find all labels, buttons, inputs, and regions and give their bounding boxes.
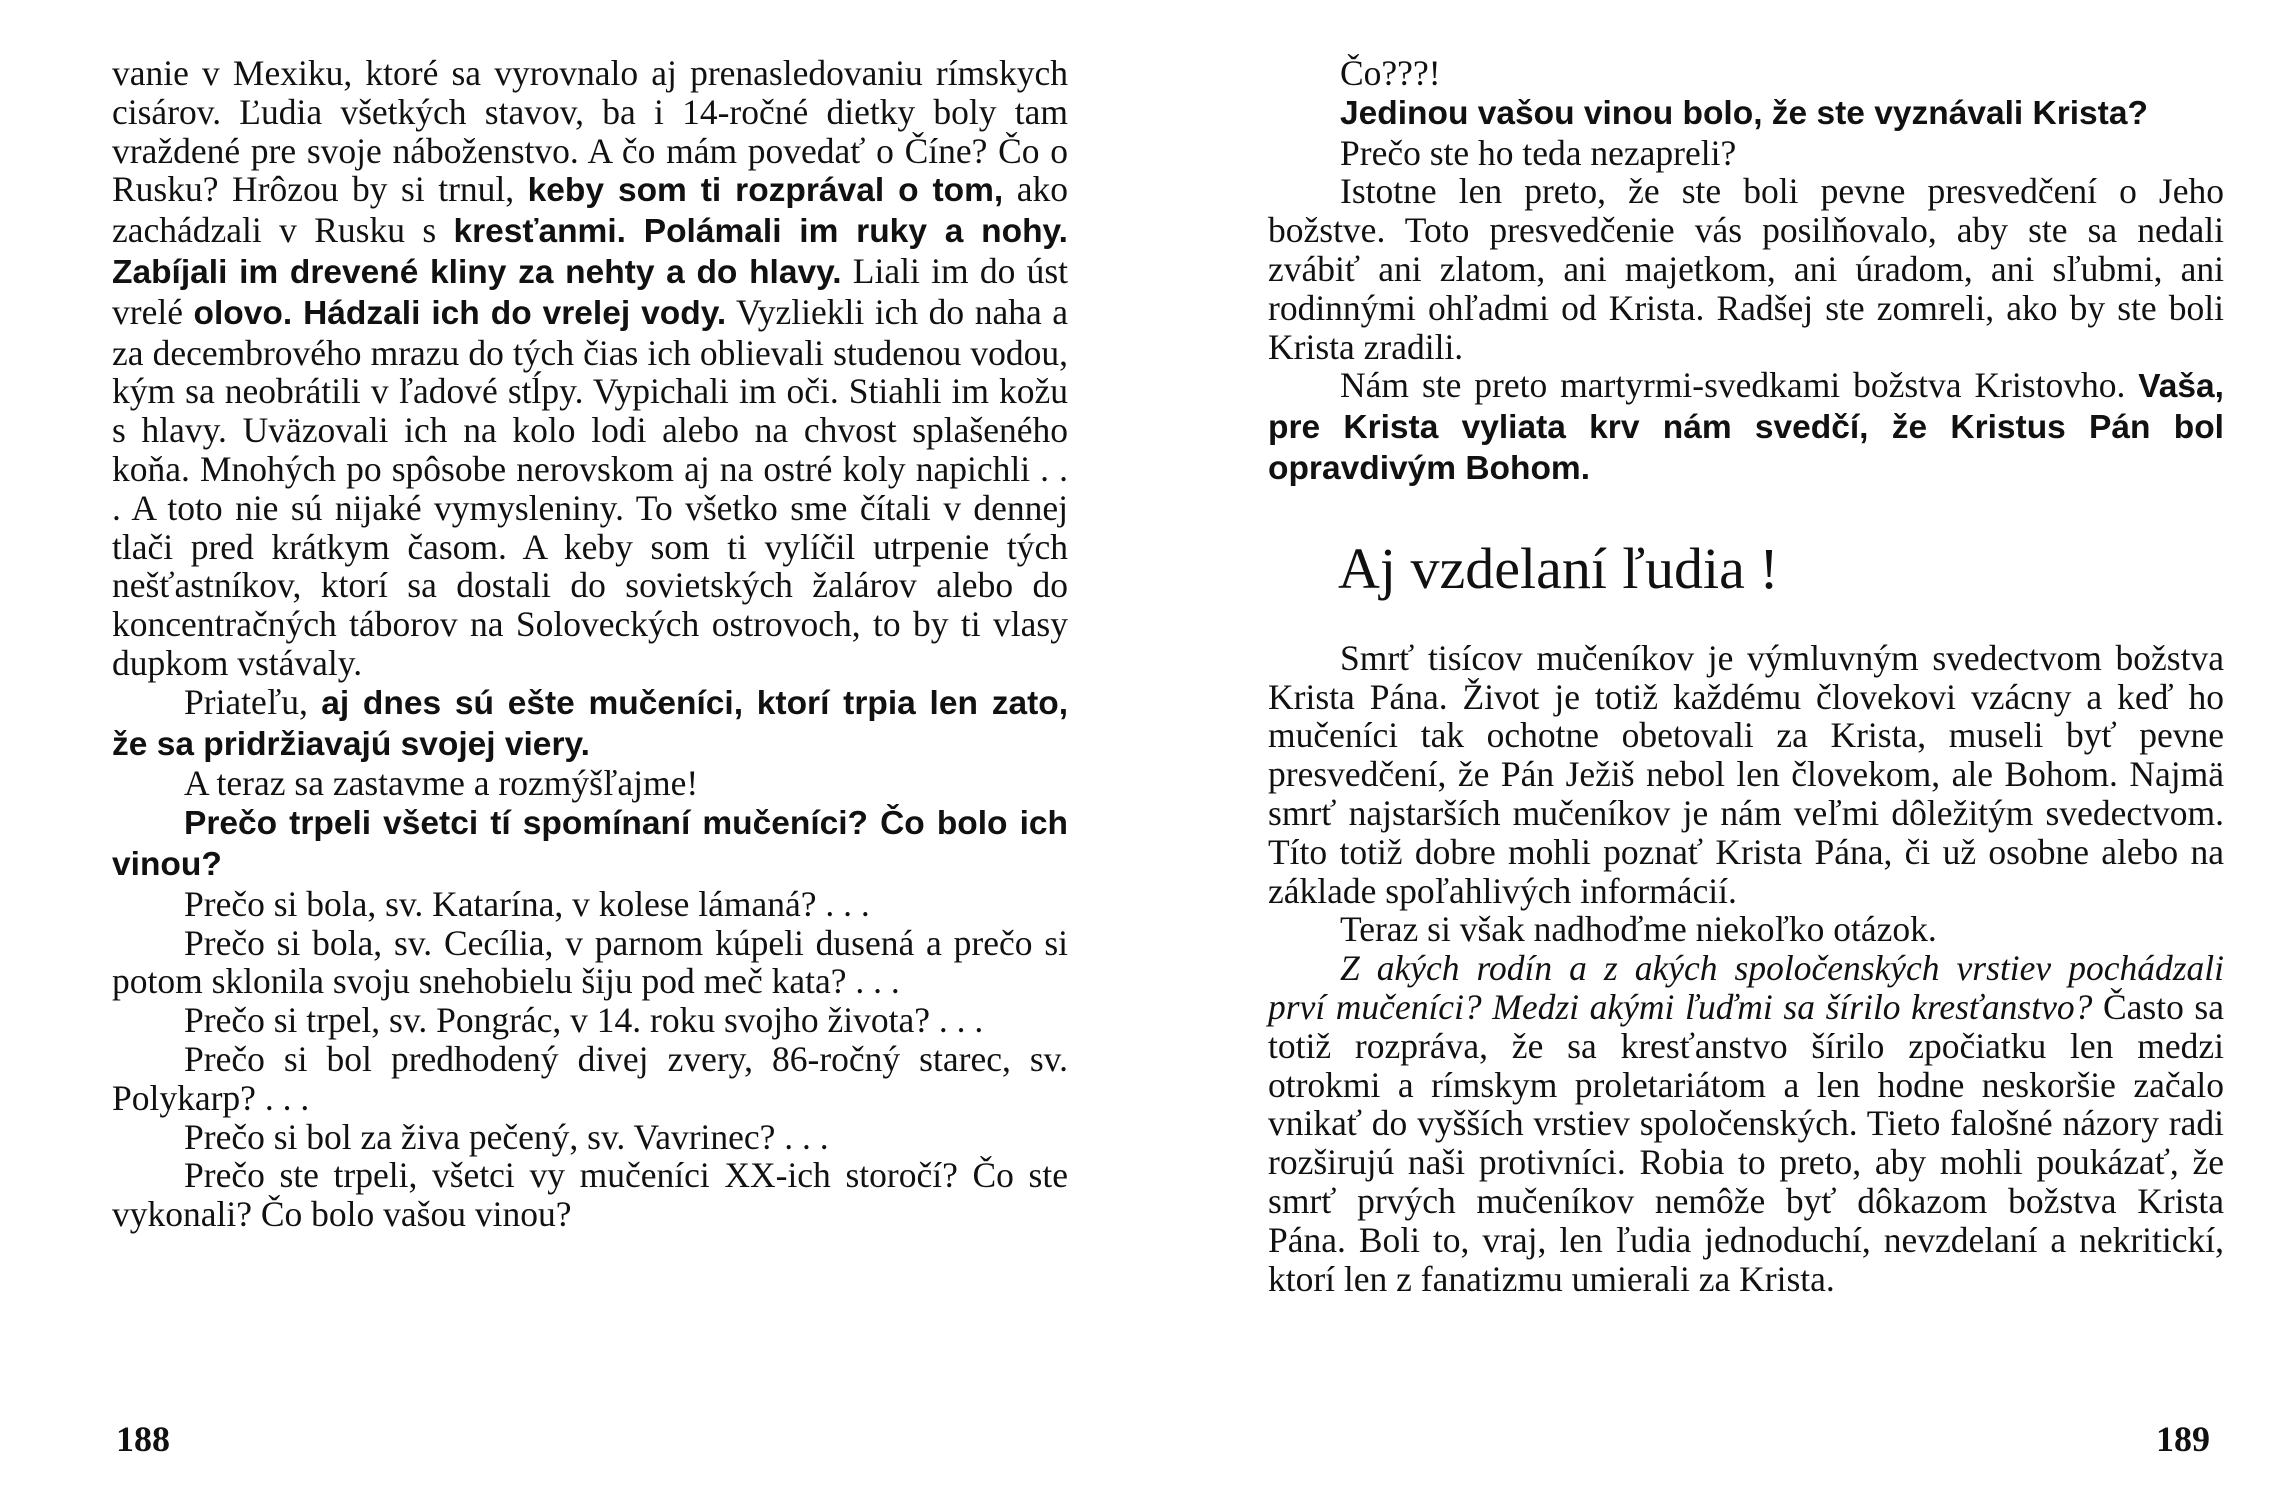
text-run: Prečo ste ho teda nezapreli? xyxy=(1340,132,1737,173)
text-run: Prečo si bol za živa pečený, sv. Vavrinec? . . . xyxy=(184,1116,829,1157)
text-run: Vaša, pre Krista vyliata krv nám svedčí, že Kristus Pán bol opravdivým Bohom. xyxy=(1268,368,2224,487)
paragraph xyxy=(1268,93,2224,134)
text-run: olovo. Hádzali ich do vrelej vody. xyxy=(193,294,727,332)
text-run: Z akých rodín a z akých spoločenských vrstiev pochádzali prví mučeníci? Medzi akými ľuďmi sa šírilo kresťanstvo? xyxy=(1268,948,2224,1027)
text-run: Prečo trpeli všetci tí spomínaní mučeníci? Čo bolo ich vinou? xyxy=(112,805,1068,883)
text-run: keby som ti rozprával o tom, xyxy=(527,172,1004,210)
right-page-top-text xyxy=(1268,54,2224,489)
paragraph xyxy=(112,885,1068,924)
paragraph xyxy=(112,683,1068,765)
text-run: kresťanmi. Polámali im ruky a nohy. Zabíjali im drevené kliny za nehty a do hlavy. xyxy=(112,213,1068,291)
text-run: aj dnes sú ešte mučeníci, ktorí trpia len zato, že sa pridržiavajú svojej viery. xyxy=(112,684,1068,763)
paragraph xyxy=(112,803,1068,885)
text-run: Prečo si trpel, sv. Pongrác, v 14. roku svojho života? . . . xyxy=(184,1000,984,1041)
text-run: Istotne len preto, že ste boli pevne presvedčení o Jeho božstve. Toto presvedčenie vás posilňovalo, aby ste sa nedali zvábiť ani zlatom, ani majetkom, ani úradom, ani sľubmi, ani rodinnými ohľadmi od Krista. Radšej ste zomreli, ako by ste boli Krista zradili. xyxy=(1268,171,2224,367)
paragraph xyxy=(1268,172,2224,366)
paragraph xyxy=(112,1040,1068,1118)
text-run: Nám ste preto martyrmi-svedkami božstva Kristovho. xyxy=(1340,365,2139,406)
paragraph xyxy=(112,54,1068,683)
right-page-body xyxy=(1268,54,2224,1298)
text-run: Liali im do úst vrelé xyxy=(112,250,1068,332)
text-run: vanie v Mexiku, ktoré sa vyrovnalo aj prenasledovaniu rímskych cisárov. Ľudia všetkých stavov, ba i 14-ročné dietky boly tam vraždené pre svoje náboženstvo. A čo mám povedať o Číne? Čo o Rusku? Hrôzou by si trnul, xyxy=(112,53,1068,210)
paragraph xyxy=(1268,910,2224,949)
text-run: ako zachádzali v Rusku s xyxy=(112,169,1068,251)
paragraph xyxy=(112,1118,1068,1157)
text-run: Smrť tisícov mučeníkov je výmluvným svedectvom božstva Krista Pána. Život je totiž každému človekovi vzácny a keď ho mučeníci tak ochotne obetovali za Krista, museli byť pevne presvedčení, že Pán Ježiš nebol len človekom, ale Bohom. Najmä smrť najstarších mučeníkov je nám veľmi dôležitým svedectvom. Títo totiž dobre mohli poznať Krista Pána, či už osobne alebo na základe spoľahlivých informácií. xyxy=(1268,637,2224,911)
paragraph xyxy=(1268,134,2224,173)
text-run: Jedinou vašou vinou bolo, že ste vyznávali Krista? xyxy=(1340,94,2148,132)
text-run: Priateľu, xyxy=(184,681,322,722)
right-page-bottom-text xyxy=(1268,639,2224,1299)
page-number-right: 189 xyxy=(2156,1419,2210,1459)
text-run: Čo???! xyxy=(1340,53,1441,93)
text-run: Prečo si bola, sv. Cecília, v parnom kúpeli dusená a prečo si potom sklonila svoju snehobielu šiju pod meč kata? . . . xyxy=(112,922,1068,1002)
text-run: Vyzliekli ich do naha a za decembrového mrazu do tých čias ich oblievali studenou vodou, kým sa neobrátili v ľadové stĺpy. Vypichali im oči. Stiahli im kožu s hlavy. Uväzovali ich na kolo lodi alebo na chvost splašeného koňa. Mnohých po spôsobe nerovskom aj na ostré koly napichli . . . A toto nie sú nijaké vymysleniny. To všetko sme čítali v dennej tlači pred krátkym časom. A keby som ti vylíčil utrpenie tých nešťastníkov, ktorí sa dostali do sovietských žalárov alebo do koncentračných táborov na Soloveckých ostrovoch, to by ti vlasy dupkom vstávaly. xyxy=(112,291,1069,683)
paragraph xyxy=(1268,949,2224,1298)
paragraph xyxy=(112,1156,1068,1234)
text-run: Často sa totiž rozpráva, že sa kresťanstvo šírilo zpočiatku len medzi otrokmi a rímskym proletariátom a len hodne neskoršie začalo vnikať do vyšších vrstiev spoločenských. Tieto falošné názory radi rozširujú naši protivníci. Robia to preto, aby mohli poukázať, že smrť prvých mučeníkov nemôže byť dôkazom božstva Krista Pána. Boli to, vraj, len ľudia jednoduchí, nevzdelaní a nekritickí, ktorí len z fanatizmu umierali za Krista. xyxy=(1268,986,2225,1299)
page-number-left: 188 xyxy=(116,1419,170,1459)
left-page-body xyxy=(112,54,1068,1234)
text-run: Prečo si bola, sv. Katarína, v kolese lámaná? . . . xyxy=(184,883,870,924)
section-heading: Aj vzdelaní ľudia ! xyxy=(1338,535,1779,601)
paragraph xyxy=(1268,366,2224,488)
paragraph xyxy=(112,764,1068,803)
paragraph xyxy=(112,924,1068,1002)
paragraph xyxy=(1268,639,2224,911)
paragraph xyxy=(112,1001,1068,1040)
text-run: Prečo si bol predhodený divej zvery, 86-ročný starec, sv. Polykarp? . . . xyxy=(112,1038,1068,1118)
right-page xyxy=(1268,0,2224,1500)
text-run: A teraz sa zastavme a rozmýšľajme! xyxy=(184,763,699,804)
left-page xyxy=(112,0,1068,1500)
paragraph xyxy=(1268,54,2224,93)
text-run: Prečo ste trpeli, všetci vy mučeníci XX-ich storočí? Čo ste vykonali? Čo bolo vašou vinou? xyxy=(112,1155,1068,1235)
text-run: Teraz si však nadhoďme niekoľko otázok. xyxy=(1340,909,1937,950)
